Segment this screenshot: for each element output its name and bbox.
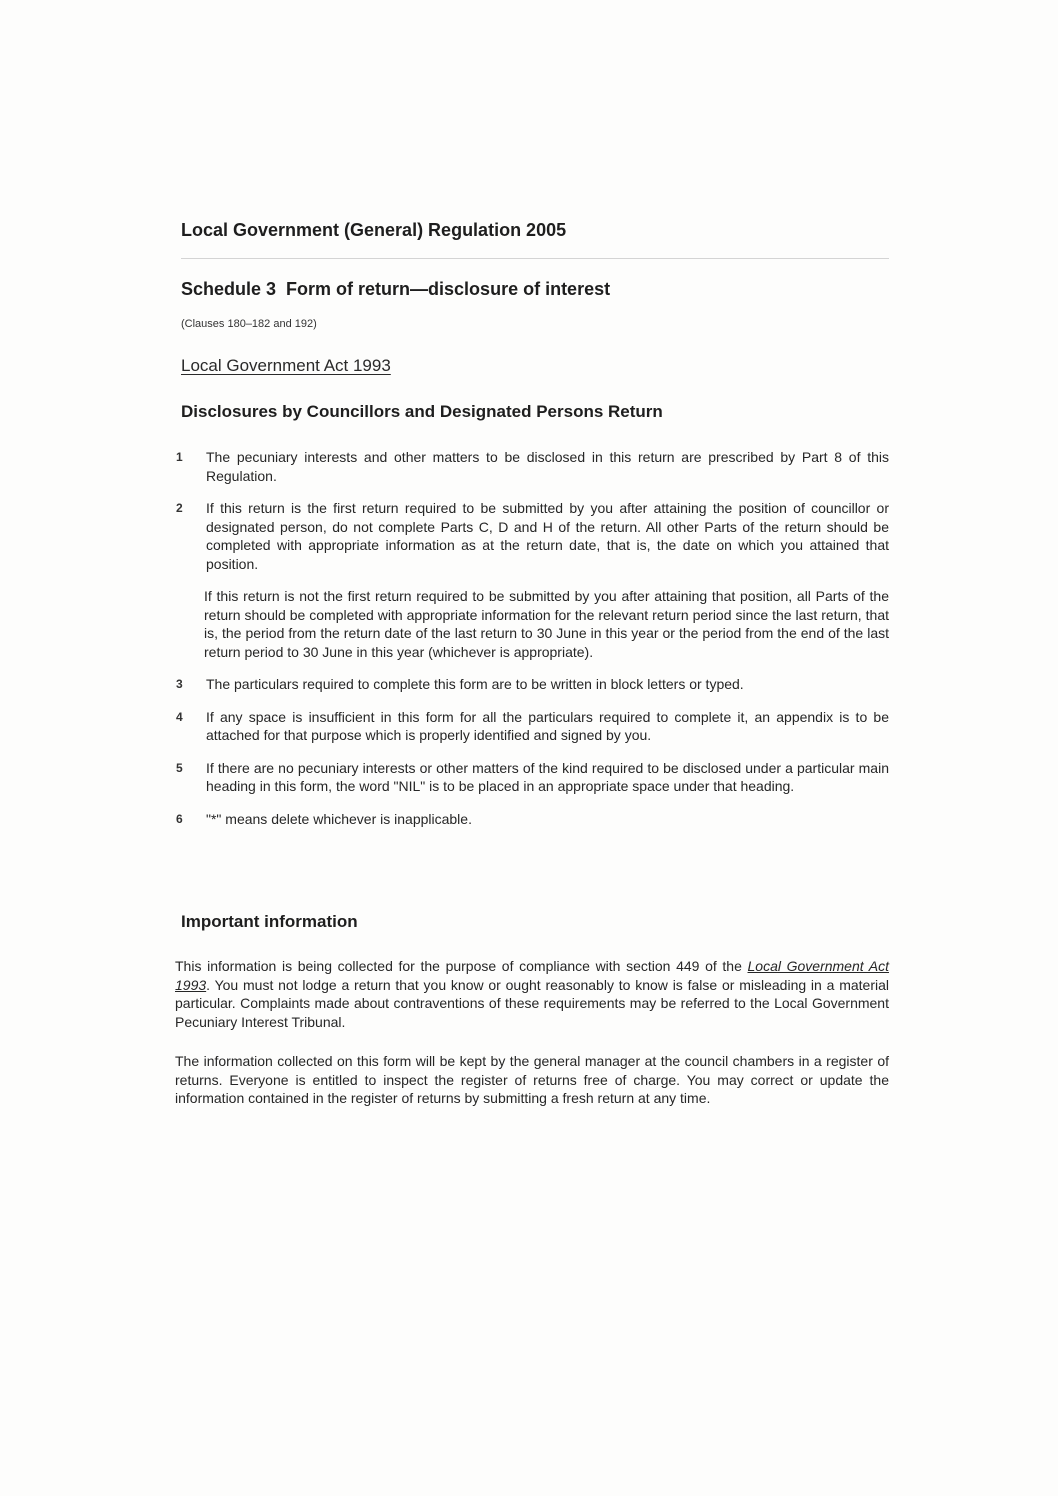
item-text: "*" means delete whichever is inapplicable. bbox=[206, 810, 472, 827]
list-item bbox=[176, 587, 889, 661]
item-number: 5 bbox=[176, 760, 183, 775]
item-text: The particulars required to complete this form are to be written in block letters or typed. bbox=[206, 676, 744, 692]
schedule-name: Form of return—disclosure of interest bbox=[286, 279, 611, 299]
item-text: If there are no pecuniary interests or other matters of the kind required to be disclosed under a particular main heading in this form, the word "NIL" is to be placed in an appropriate space under that heading. bbox=[206, 759, 889, 794]
clauses-reference: (Clauses 180–182 and 192) bbox=[181, 318, 317, 330]
schedule-title bbox=[181, 279, 610, 300]
instructions-list bbox=[176, 448, 889, 842]
act-reference-link[interactable]: Local Government Act 1993 bbox=[175, 958, 889, 993]
list-item bbox=[176, 810, 889, 829]
important-paragraph-2: The information collected on this form will be kept by the general manager at the council chambers in a register of returns. Everyone is entitled to inspect the register of returns free of charge. You may correct or update the information contained in the register of returns by submitting a fresh return at any time. bbox=[175, 1053, 889, 1106]
important-paragraph-1 bbox=[175, 957, 889, 1031]
item-text: If this return is not the first return required to be submitted by you after attaining that position, all Parts of the return should be completed with appropriate information for the relevant return period since the last return, that is, the period from the return date of the last return to 30 June in this year or the period from the end of the last return period to 30 June in this year (whichever is appropriate). bbox=[204, 588, 889, 660]
important-heading: Important information bbox=[181, 912, 358, 931]
paragraph-text: This information is being collected for the purpose of compliance with section 449 of the bbox=[175, 958, 748, 974]
item-number: 1 bbox=[176, 450, 183, 464]
header-divider bbox=[181, 258, 889, 259]
act-link[interactable]: Local Government Act 1993 bbox=[181, 356, 391, 375]
list-item bbox=[176, 448, 889, 485]
disclosures-heading: Disclosures by Councillors and Designated Persons Return bbox=[181, 402, 663, 421]
schedule-label: Schedule 3 bbox=[181, 279, 277, 299]
item-number: 2 bbox=[176, 501, 183, 515]
regulation-title: Local Government (General) Regulation 2005 bbox=[181, 220, 567, 240]
item-number: 3 bbox=[176, 677, 183, 691]
item-text: If any space is insufficient in this form for all the particulars required to complete it, an appendix is to be attached for that purpose which is properly identified and signed by you. bbox=[206, 708, 889, 743]
list-item bbox=[176, 708, 889, 745]
item-text: If this return is the first return required to be submitted by you after attaining the position of councillor or designated person, do not complete Parts C, D and H of the return. All other Parts of the return should be completed with appropriate information as at the return date, that is, the date on which you attained that position. bbox=[206, 500, 889, 572]
list-item bbox=[176, 499, 889, 573]
list-item bbox=[176, 675, 889, 694]
paragraph-text: . You must not lodge a return that you know or ought reasonably to know is false or misleading in a material particular. Complaints made about contraventions of these requirements may be referred to the Local Government Pecuniary Interest Tribunal. bbox=[175, 976, 889, 1030]
item-number: 6 bbox=[176, 811, 183, 826]
item-text: The pecuniary interests and other matters to be disclosed in this return are prescribed by Part 8 of this Regulation. bbox=[206, 449, 889, 484]
item-number: 4 bbox=[176, 709, 183, 724]
list-item bbox=[176, 759, 889, 796]
